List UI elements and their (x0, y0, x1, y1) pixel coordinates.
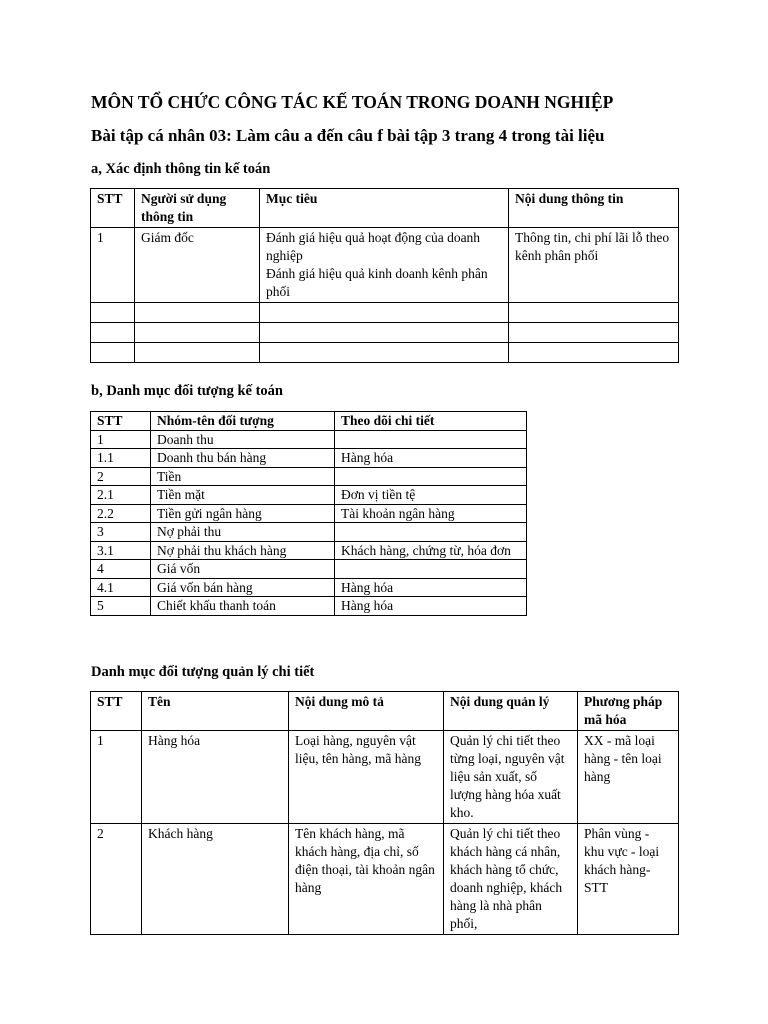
table-row (91, 541, 527, 560)
column-header: Theo dõi chi tiết (335, 412, 527, 431)
stt-cell: 1.1 (91, 449, 151, 468)
stt-cell: 1 (91, 430, 151, 449)
column-header: Phương pháp mã hóa (578, 692, 679, 731)
object-name-cell: Nợ phải thu khách hàng (151, 541, 335, 560)
stt-cell: 5 (91, 597, 151, 616)
description-cell: Tên khách hàng, mã khách hàng, địa chỉ, số điện thoại, tài khoản ngân hàng (289, 824, 444, 935)
stt-cell: 1 (91, 731, 142, 824)
management-cell: Quản lý chi tiết theo khách hàng cá nhân, khách hàng tổ chức, doanh nghiệp, khách hàng là nhà phân phối, (444, 824, 578, 935)
accounting-info-table (90, 188, 679, 363)
stt-cell: 2.2 (91, 504, 151, 523)
stt-cell: 2.1 (91, 486, 151, 505)
section-a-heading: a, Xác định thông tin kế toán (91, 161, 271, 177)
column-header: Nội dung thông tin (509, 189, 679, 228)
detail-cell (335, 467, 527, 486)
table-row (91, 486, 527, 505)
accounting-object-table (90, 411, 527, 616)
stt-cell: 4 (91, 560, 151, 579)
table-row (91, 504, 527, 523)
detail-cell: Khách hàng, chứng từ, hóa đơn (335, 541, 527, 560)
column-header: STT (91, 412, 151, 431)
assignment-title: Bài tập cá nhân 03: Làm câu a đến câu f bài tập 3 trang 4 trong tài liệu (91, 126, 605, 145)
table-header-row (91, 412, 527, 431)
object-name-cell: Nợ phải thu (151, 523, 335, 542)
goal-cell (260, 228, 509, 303)
object-name-cell: Doanh thu bán hàng (151, 449, 335, 468)
table-row (91, 449, 527, 468)
table-header-row (91, 189, 679, 228)
section-b-heading: b, Danh mục đối tượng kế toán (91, 383, 283, 399)
table-row (91, 228, 679, 303)
object-name-cell: Doanh thu (151, 430, 335, 449)
coding-method-cell: XX - mã loại hàng - tên loại hàng (578, 731, 679, 824)
object-name-cell: Chiết khấu thanh toán (151, 597, 335, 616)
table-row (91, 731, 679, 824)
detail-cell (335, 560, 527, 579)
table-row (91, 597, 527, 616)
column-header: STT (91, 692, 142, 731)
column-header: Người sử dụng thông tin (135, 189, 260, 228)
table-row (91, 523, 527, 542)
stt-cell: 1 (91, 228, 135, 303)
column-header: Mục tiêu (260, 189, 509, 228)
page-title: MÔN TỔ CHỨC CÔNG TÁC KẾ TOÁN TRONG DOANH NGHIỆP (91, 92, 614, 112)
empty-row (91, 323, 679, 343)
table-row (91, 824, 679, 935)
description-cell: Loại hàng, nguyên vật liệu, tên hàng, mã hàng (289, 731, 444, 824)
object-name-cell: Giá vốn bán hàng (151, 578, 335, 597)
name-cell: Hàng hóa (142, 731, 289, 824)
goal-line: Đánh giá hiệu quả kinh doanh kênh phân phối (266, 266, 488, 299)
table-row (91, 430, 527, 449)
detail-cell: Hàng hóa (335, 449, 527, 468)
coding-method-cell: Phân vùng - khu vực - loại khách hàng-STT (578, 824, 679, 935)
detail-cell: Hàng hóa (335, 597, 527, 616)
management-cell: Quản lý chi tiết theo từng loại, nguyên vật liệu sản xuất, số lượng hàng hóa xuất kho. (444, 731, 578, 824)
stt-cell: 3.1 (91, 541, 151, 560)
table-row (91, 560, 527, 579)
empty-row (91, 303, 679, 323)
object-name-cell: Giá vốn (151, 560, 335, 579)
column-header: Nhóm-tên đối tượng (151, 412, 335, 431)
detail-management-table (90, 691, 679, 935)
content-cell: Thông tin, chi phí lãi lỗ theo kênh phân phối (509, 228, 679, 303)
section-c-heading: Danh mục đối tượng quản lý chi tiết (91, 664, 315, 680)
table-row (91, 467, 527, 486)
column-header: STT (91, 189, 135, 228)
table-row (91, 578, 527, 597)
object-name-cell: Tiền (151, 467, 335, 486)
column-header: Nội dung quản lý (444, 692, 578, 731)
table-header-row (91, 692, 679, 731)
detail-cell (335, 523, 527, 542)
column-header: Nội dung mô tả (289, 692, 444, 731)
stt-cell: 2 (91, 824, 142, 935)
detail-cell: Tài khoản ngân hàng (335, 504, 527, 523)
detail-cell (335, 430, 527, 449)
detail-cell: Đơn vị tiền tệ (335, 486, 527, 505)
name-cell: Khách hàng (142, 824, 289, 935)
empty-row (91, 343, 679, 363)
stt-cell: 2 (91, 467, 151, 486)
object-name-cell: Tiền mặt (151, 486, 335, 505)
column-header: Tên (142, 692, 289, 731)
detail-cell: Hàng hóa (335, 578, 527, 597)
object-name-cell: Tiền gửi ngân hàng (151, 504, 335, 523)
stt-cell: 3 (91, 523, 151, 542)
stt-cell: 4.1 (91, 578, 151, 597)
goal-line: Đánh giá hiệu quả hoạt động của doanh nghiệp (266, 230, 481, 263)
user-cell: Giám đốc (135, 228, 260, 303)
